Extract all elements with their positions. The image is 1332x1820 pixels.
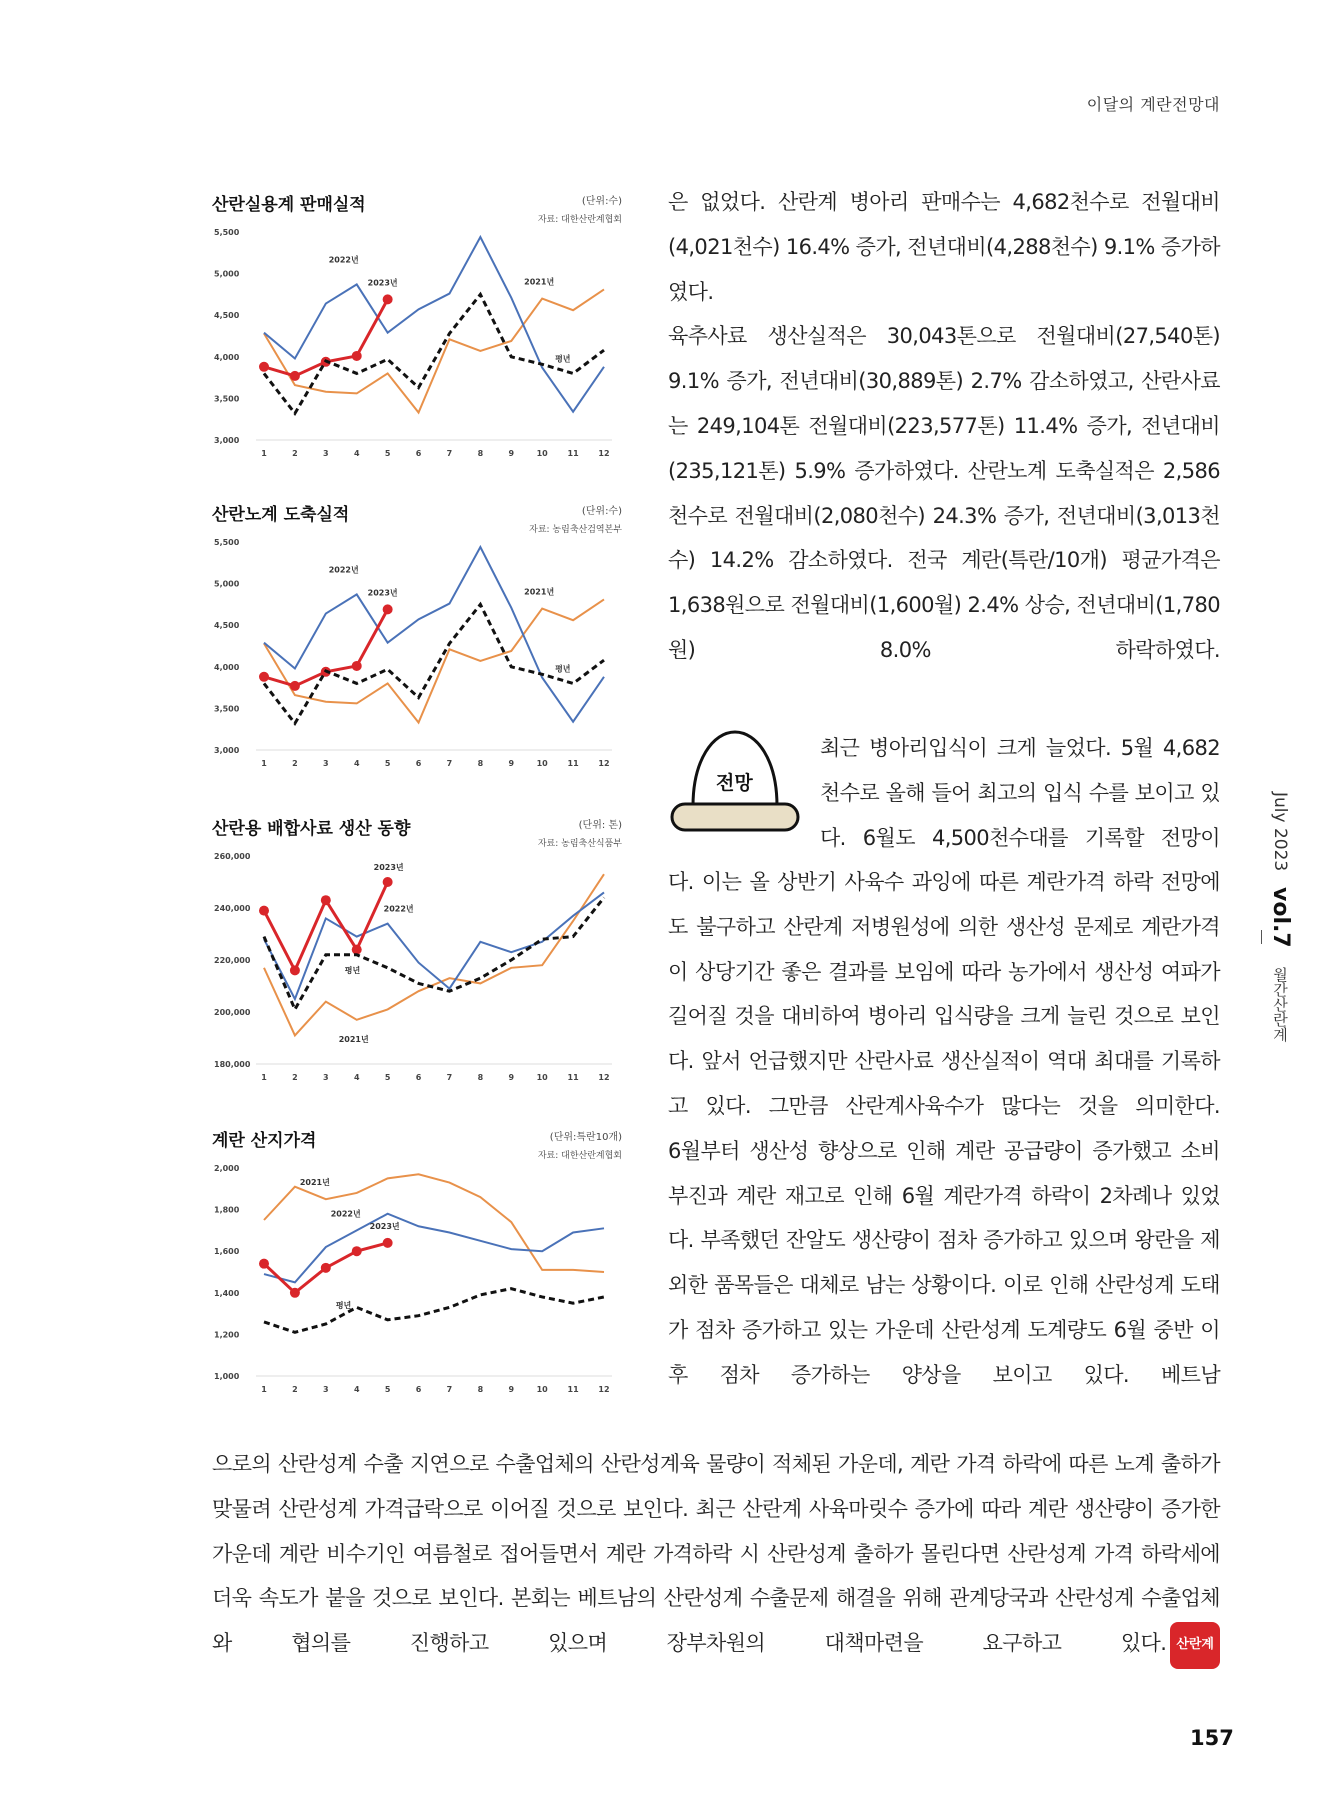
x-tick-label: 9 [508,449,515,458]
series-point [259,672,269,682]
series-annotation: 평년 [335,1301,352,1310]
paragraph: 다. 이는 올 상반기 사육수 과잉에 따른 계란가격 하락 전망에도 불구하고 산란계 저병원성에 의한 생산성 문제로 계란가격이 상당기간 좋은 결과를 보임에 따라 농가에서 생산성 여파가 길어질 것을 대비하여 병아리 입식량을 크게 늘린 것으로 보인다. 앞서 언급했지만 산란사료 생산실적이 역대 최대를 기록하고 있다. 그만큼 산란계사육수가 많다는 것을 의미한다. [668,870,1220,1118]
series-annotation: 2022년 [328,255,359,265]
x-tick-label: 12 [598,759,610,768]
series-point [383,294,393,304]
chart-source: 자료: 대한산란계협회 [537,1151,622,1161]
x-tick-label: 5 [384,1073,391,1082]
chart-title: 계란 산지가격 [212,1131,317,1151]
x-tick-label: 11 [567,1385,579,1394]
y-tick-label: 5,000 [214,579,240,589]
outlook-intro [820,726,1220,860]
x-tick-label: 3 [323,449,329,458]
x-tick-label: 6 [415,1385,422,1394]
x-tick-label: 3 [323,759,329,768]
series-annotation: 2023년 [373,863,404,872]
x-tick-label: 8 [477,449,484,458]
series-line-3 [264,898,604,1010]
issue-date: July 2023 [1270,792,1290,872]
x-tick-label: 9 [508,1385,515,1394]
issue-volume: vol.7 [1268,886,1293,948]
series-point [290,371,300,381]
y-tick-label: 1,000 [214,1372,240,1381]
y-tick-label: 3,500 [214,394,240,404]
y-tick-label: 5,500 [214,228,240,237]
x-tick-label: 5 [384,449,391,458]
outlook-label: 전망 [716,772,753,794]
chart-unit: (단위:수) [581,506,622,517]
series-point [259,906,269,916]
page-number: 157 [1190,1726,1234,1750]
chart-unit: (단위:수) [581,196,622,207]
x-tick-label: 10 [536,1073,548,1082]
magazine-name: 월간산란계 [1271,966,1289,1042]
y-tick-label: 3,000 [214,436,240,445]
chart-unit: (단위:특란10개) [549,1132,622,1143]
series-annotation: 2022년 [330,1209,361,1219]
series-line-1 [264,237,604,412]
series-line-1 [264,1214,604,1283]
y-tick-label: 260,000 [214,852,251,861]
x-tick-label: 7 [446,1073,453,1082]
series-annotation: 2021년 [524,587,555,597]
series-line-0 [264,1174,604,1272]
series-line-1 [264,547,604,722]
y-tick-label: 1,800 [214,1205,240,1215]
y-tick-label: 220,000 [214,956,251,965]
x-tick-label: 1 [261,759,267,768]
x-tick-label: 12 [598,1385,610,1394]
chart-title: 산란실용계 판매실적 [212,195,366,215]
closing-paragraph [212,1442,1220,1669]
x-tick-label: 8 [477,1073,484,1082]
paragraph-text: 으로의 산란성계 수출 지연으로 수출업체의 산란성계육 물량이 적체된 가운데, 계란 가격 하락에 따른 노계 출하가 맞물려 산란성계 가격급락으로 이어질 것으로 보인다. 최근 산란계 사육마릿수 증가에 따라 계란 생산량이 증가한 가운데 계란 비수기인 여름철로 접어들면서 계란 가격하락 시 산란성계 출하가 몰린다면 산란성계 가격 하락세에 더욱 속도가 붙을 것으로 보인다. 본회는 베트남의 산란성계 수출문제 해결을 위해 관계당국과 산란성계 수출업체와 협의를 진행하고 있으며 장부차원의 대책마련을 요구하고 있다. [212,1452,1220,1656]
y-tick-label: 1,600 [214,1247,240,1257]
series-line-3 [264,604,604,723]
x-tick-label: 10 [536,449,548,458]
y-tick-label: 1,400 [214,1288,240,1298]
series-annotation: 2022년 [383,904,414,914]
series-annotation: 2022년 [328,565,359,575]
y-tick-label: 240,000 [214,904,251,913]
chart-svg [212,844,622,1104]
x-tick-label: 3 [323,1385,329,1394]
chart-egg-price [212,1126,622,1416]
paragraph: 육추사료 생산실적은 30,043톤으로 전월대비(27,540톤) 9.1% 증가, 전년대비(30,889톤) 2.7% 감소하였고, 산란사료는 249,104톤 전월대비(223,577톤) 11.4% 증가, 전년대비(235,121톤) 5.9% 증가하였다. 산란노계 도축실적은 2,586천수로 전월대비(2,080천수) 24.3% 증가, 전년대비(3,013천수) 14.2% 감소하였다. 전국 계란(특란/10개) 평균가격은 1,638원으로 전월대비(1,600월) 2.4% 상승, 전년대비(1,780원) 8.0% 하락하였다. [668,324,1220,662]
x-tick-label: 4 [353,1073,360,1082]
y-tick-label: 3,000 [214,746,240,755]
x-tick-label: 4 [353,449,360,458]
series-annotation: 2023년 [369,1221,400,1231]
series-point [290,1288,300,1298]
x-tick-label: 8 [477,759,484,768]
y-tick-label: 5,000 [214,269,240,279]
chart-source: 자료: 농림축산검역본부 [529,525,622,535]
x-tick-label: 8 [477,1385,484,1394]
y-tick-label: 200,000 [214,1008,251,1017]
x-tick-label: 4 [353,759,360,768]
y-tick-label: 3,500 [214,704,240,714]
y-tick-label: 4,500 [214,311,240,321]
x-tick-label: 2 [292,759,298,768]
x-tick-label: 6 [415,449,422,458]
paragraph: 6월부터 생산성 향상으로 인해 계란 공급량이 증가했고 소비 부진과 계란 재고로 인해 6월 계란가격 하락이 2차례나 있었다. 부족했던 잔알도 생산량이 점차 증가하고 있으며 왕란을 제외한 품목들은 대체로 남는 상황이다. 이로 인해 산란성계 도태가 점차 증가하고 있는 가운데 산란성계 도계량도 6월 중반 이후 점차 증가하는 양상을 보이고 있다. 베트남 [668,1138,1220,1387]
chart-svg [212,1156,622,1416]
chart-layer-sales [212,190,622,480]
x-tick-label: 10 [536,759,548,768]
series-point [321,1263,331,1273]
section-header: 이달의 계란전망대 [1086,95,1220,114]
series-line-0 [264,599,604,722]
series-line-3 [264,294,604,413]
magazine-logo-badge: 산란계 [1170,1622,1220,1669]
y-tick-label: 5,500 [214,538,240,547]
series-annotation: 평년 [344,965,361,975]
paragraph: 은 없었다. 산란계 병아리 판매수는 4,682천수로 전월대비(4,021천수) 16.4% 증가, 전년대비(4,288천수) 9.1% 증가하였다. [668,190,1220,304]
chart-source: 자료: 농림축산식품부 [537,839,622,849]
y-tick-label: 1,200 [214,1330,240,1340]
series-point [383,604,393,614]
series-annotation: 2021년 [299,1178,330,1188]
chart-title: 산란노계 도축실적 [212,505,350,525]
x-tick-label: 11 [567,1073,579,1082]
y-tick-label: 180,000 [214,1060,251,1069]
series-point [352,1246,362,1256]
x-tick-label: 12 [598,449,610,458]
series-line-3 [264,1289,604,1333]
series-line-1 [264,892,604,999]
chart-source: 자료: 대한산란계협회 [537,215,622,225]
series-line-0 [264,289,604,412]
x-tick-label: 3 [323,1073,329,1082]
series-annotation: 평년 [555,664,571,674]
series-point [290,965,300,975]
series-point [352,351,362,361]
x-tick-label: 6 [415,1073,422,1082]
x-tick-label: 2 [292,1385,298,1394]
x-tick-label: 7 [446,449,453,458]
chart-feed-production [212,814,622,1104]
series-point [352,945,362,955]
series-line-0 [264,874,604,1035]
paragraph: 최근 병아리입식이 크게 늘었다. 5월 4,682천수로 올해 들어 최고의 입식 수를 보이고 있다. 6월도 4,500천수대를 기록할 전망이 [820,736,1220,850]
sidebar-divider [1261,930,1262,944]
x-tick-label: 9 [508,1073,515,1082]
chart-svg [212,220,622,480]
y-tick-label: 4,500 [214,621,240,631]
paragraph [212,1442,1220,1669]
series-annotation: 2021년 [524,277,555,287]
x-tick-label: 1 [261,449,267,458]
x-tick-label: 5 [384,1385,391,1394]
x-tick-label: 2 [292,1073,298,1082]
series-point [290,681,300,691]
series-point [259,1259,269,1269]
chart-svg [212,530,622,790]
x-tick-label: 2 [292,449,298,458]
series-annotation: 2023년 [367,278,398,288]
series-annotation: 2021년 [338,1034,369,1044]
x-tick-label: 10 [536,1385,548,1394]
x-tick-label: 12 [598,1073,610,1082]
x-tick-label: 9 [508,759,515,768]
chart-old-hen-slaughter [212,500,622,790]
x-tick-label: 4 [353,1385,360,1394]
x-tick-label: 11 [567,449,579,458]
series-point [352,661,362,671]
body-column-top [668,180,1220,673]
x-tick-label: 1 [261,1073,267,1082]
x-tick-label: 11 [567,759,579,768]
outlook-body [668,860,1220,1398]
x-tick-label: 7 [446,759,453,768]
y-tick-label: 4,000 [214,352,240,362]
series-annotation: 2023년 [367,588,398,598]
x-tick-label: 7 [446,1385,453,1394]
y-tick-label: 2,000 [214,1164,240,1173]
x-tick-label: 6 [415,759,422,768]
chart-unit: (단위: 톤) [578,820,622,831]
series-point [383,877,393,887]
x-tick-label: 1 [261,1385,267,1394]
series-point [383,1238,393,1248]
chart-title: 산란용 배합사료 생산 동향 [212,819,411,839]
issue-sidebar [1268,792,1293,1042]
series-point [321,895,331,905]
y-tick-label: 4,000 [214,662,240,672]
x-tick-label: 5 [384,759,391,768]
series-annotation: 평년 [555,354,571,364]
series-point [259,362,269,372]
